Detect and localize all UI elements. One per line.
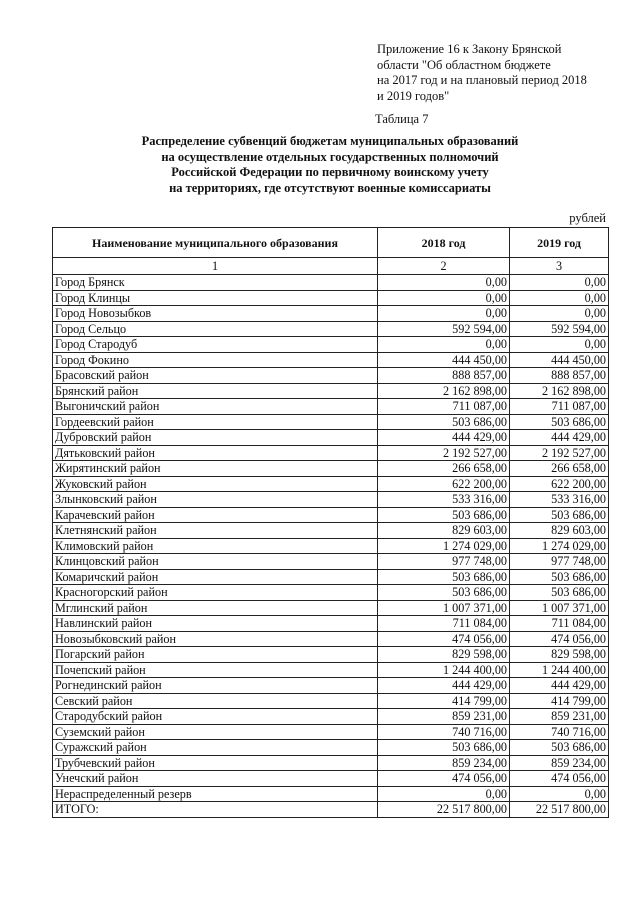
table-number: Таблица 7 [375, 112, 429, 126]
municipality-name: Унечский район [53, 771, 378, 787]
column-header-2019: 2019 год [510, 228, 609, 258]
subventions-table [52, 227, 609, 818]
value-2019: 829 603,00 [510, 523, 609, 539]
table-row [53, 554, 609, 570]
value-2019: 2 162 898,00 [510, 383, 609, 399]
table-row [53, 786, 609, 802]
municipality-name: Дятьковский район [53, 445, 378, 461]
table-row [53, 306, 609, 322]
municipality-name: Клинцовский район [53, 554, 378, 570]
municipality-name: Выгоничский район [53, 399, 378, 415]
municipality-name: Новозыбковский район [53, 631, 378, 647]
value-2019: 622 200,00 [510, 476, 609, 492]
municipality-name: Стародубский район [53, 709, 378, 725]
value-2019: 503 686,00 [510, 507, 609, 523]
municipality-name: Навлинский район [53, 616, 378, 632]
table-row [53, 647, 609, 663]
column-header-name: Наименование муниципального образования [53, 228, 378, 258]
title-line: на осуществление отдельных государственных полномочий [161, 149, 499, 164]
value-2018: 0,00 [378, 786, 510, 802]
value-2019: 1 274 029,00 [510, 538, 609, 554]
value-2018: 888 857,00 [378, 368, 510, 384]
value-2018: 2 162 898,00 [378, 383, 510, 399]
municipality-name: Клетнянский район [53, 523, 378, 539]
municipality-name: Погарский район [53, 647, 378, 663]
table-row [53, 275, 609, 291]
value-2018: 622 200,00 [378, 476, 510, 492]
value-2018: 1 007 371,00 [378, 600, 510, 616]
title-line: на территориях, где отсутствуют военные комиссариаты [169, 180, 491, 195]
municipality-name: Климовский район [53, 538, 378, 554]
value-2019: 444 429,00 [510, 430, 609, 446]
municipality-name: Дубровский район [53, 430, 378, 446]
value-2018: 503 686,00 [378, 569, 510, 585]
table-row [53, 337, 609, 353]
value-2019: 859 234,00 [510, 755, 609, 771]
value-2019: 503 686,00 [510, 740, 609, 756]
municipality-name: Город Сельцо [53, 321, 378, 337]
municipality-name: Красногорский район [53, 585, 378, 601]
municipality-name: Брасовский район [53, 368, 378, 384]
value-2018: 829 598,00 [378, 647, 510, 663]
table-row [53, 414, 609, 430]
value-2019: 977 748,00 [510, 554, 609, 570]
municipality-name: Нераспределенный резерв [53, 786, 378, 802]
value-2018: 859 231,00 [378, 709, 510, 725]
table-row [53, 724, 609, 740]
municipality-name: Город Фокино [53, 352, 378, 368]
table-row [53, 538, 609, 554]
value-2018: 711 084,00 [378, 616, 510, 632]
column-number: 3 [510, 258, 609, 275]
value-2019: 0,00 [510, 290, 609, 306]
table-row [53, 321, 609, 337]
municipality-name: Почепский район [53, 662, 378, 678]
value-2018: 474 056,00 [378, 771, 510, 787]
value-2018: 859 234,00 [378, 755, 510, 771]
value-2018: 592 594,00 [378, 321, 510, 337]
municipality-name: Город Новозыбков [53, 306, 378, 322]
municipality-name: Карачевский район [53, 507, 378, 523]
table-row [53, 383, 609, 399]
municipality-name: Город Брянск [53, 275, 378, 291]
value-2019: 444 429,00 [510, 678, 609, 694]
value-2019: 1 007 371,00 [510, 600, 609, 616]
value-2018: 266 658,00 [378, 461, 510, 477]
municipality-name: Брянский район [53, 383, 378, 399]
value-2019: 503 686,00 [510, 414, 609, 430]
value-2018: 1 244 400,00 [378, 662, 510, 678]
value-2019: 503 686,00 [510, 569, 609, 585]
table-row [53, 507, 609, 523]
document-title [20, 134, 640, 196]
value-2018: 444 429,00 [378, 678, 510, 694]
municipality-name: Суземский район [53, 724, 378, 740]
value-2018: 0,00 [378, 275, 510, 291]
municipality-name: Злынковский район [53, 492, 378, 508]
municipality-name: Город Клинцы [53, 290, 378, 306]
value-2018: 711 087,00 [378, 399, 510, 415]
value-2018: 444 429,00 [378, 430, 510, 446]
table-row [53, 352, 609, 368]
table-row [53, 662, 609, 678]
value-2018: 740 716,00 [378, 724, 510, 740]
table-row [53, 523, 609, 539]
value-2019: 474 056,00 [510, 631, 609, 647]
table-row [53, 709, 609, 725]
table-row [53, 693, 609, 709]
municipality-name: Мглинский район [53, 600, 378, 616]
value-2019: 1 244 400,00 [510, 662, 609, 678]
table-row [53, 740, 609, 756]
column-header-2018: 2018 год [378, 228, 510, 258]
value-2019: 592 594,00 [510, 321, 609, 337]
column-number: 2 [378, 258, 510, 275]
value-2019: 444 450,00 [510, 352, 609, 368]
title-line: Российской Федерации по первичному воинскому учету [171, 165, 489, 179]
value-2018: 533 316,00 [378, 492, 510, 508]
table-row [53, 492, 609, 508]
municipality-name: ИТОГО: [53, 802, 378, 818]
municipality-name: Суражский район [53, 740, 378, 756]
appendix-line: и 2019 годов" [377, 88, 450, 103]
appendix-line: на 2017 год и на плановый период 2018 [377, 73, 587, 87]
value-2018: 0,00 [378, 290, 510, 306]
value-2018: 503 686,00 [378, 585, 510, 601]
value-2019: 0,00 [510, 337, 609, 353]
municipality-name: Жирятинский район [53, 461, 378, 477]
municipality-name: Комаричский район [53, 569, 378, 585]
municipality-name: Город Стародуб [53, 337, 378, 353]
value-2019: 474 056,00 [510, 771, 609, 787]
value-2018: 474 056,00 [378, 631, 510, 647]
value-2019: 22 517 800,00 [510, 802, 609, 818]
value-2018: 0,00 [378, 337, 510, 353]
table-row [53, 476, 609, 492]
table-row [53, 600, 609, 616]
appendix-line: области "Об областном бюджете [377, 57, 551, 72]
value-2019: 829 598,00 [510, 647, 609, 663]
table-row [53, 399, 609, 415]
value-2019: 711 087,00 [510, 399, 609, 415]
table-row [53, 368, 609, 384]
table-row [53, 461, 609, 477]
column-number: 1 [53, 258, 378, 275]
appendix-note [377, 42, 627, 104]
column-number-row [53, 258, 609, 275]
table-row [53, 445, 609, 461]
table-row [53, 569, 609, 585]
municipality-name: Гордеевский район [53, 414, 378, 430]
value-2019: 503 686,00 [510, 585, 609, 601]
value-2019: 266 658,00 [510, 461, 609, 477]
table-row [53, 585, 609, 601]
value-2018: 503 686,00 [378, 414, 510, 430]
table-header-row [53, 228, 609, 258]
value-2019: 0,00 [510, 306, 609, 322]
value-2018: 829 603,00 [378, 523, 510, 539]
value-2018: 2 192 527,00 [378, 445, 510, 461]
table-body [53, 275, 609, 818]
value-2019: 2 192 527,00 [510, 445, 609, 461]
value-2019: 414 799,00 [510, 693, 609, 709]
municipality-name: Рогнединский район [53, 678, 378, 694]
table-row [53, 290, 609, 306]
value-2019: 711 084,00 [510, 616, 609, 632]
table-row [53, 631, 609, 647]
table-row [53, 771, 609, 787]
table-row [53, 430, 609, 446]
appendix-line: Приложение 16 к Закону Брянской [377, 42, 562, 56]
units-label: рублей [569, 211, 606, 225]
value-2019: 0,00 [510, 786, 609, 802]
value-2018: 503 686,00 [378, 740, 510, 756]
municipality-name: Трубчевский район [53, 755, 378, 771]
value-2018: 414 799,00 [378, 693, 510, 709]
value-2019: 740 716,00 [510, 724, 609, 740]
value-2018: 0,00 [378, 306, 510, 322]
value-2018: 977 748,00 [378, 554, 510, 570]
value-2018: 1 274 029,00 [378, 538, 510, 554]
table-row [53, 755, 609, 771]
municipality-name: Севский район [53, 693, 378, 709]
value-2019: 859 231,00 [510, 709, 609, 725]
title-line: Распределение субвенций бюджетам муниципальных образований [141, 134, 519, 148]
value-2019: 0,00 [510, 275, 609, 291]
value-2019: 888 857,00 [510, 368, 609, 384]
municipality-name: Жуковский район [53, 476, 378, 492]
value-2019: 533 316,00 [510, 492, 609, 508]
value-2018: 503 686,00 [378, 507, 510, 523]
table-row [53, 802, 609, 818]
table-row [53, 678, 609, 694]
value-2018: 444 450,00 [378, 352, 510, 368]
value-2018: 22 517 800,00 [378, 802, 510, 818]
table-row [53, 616, 609, 632]
